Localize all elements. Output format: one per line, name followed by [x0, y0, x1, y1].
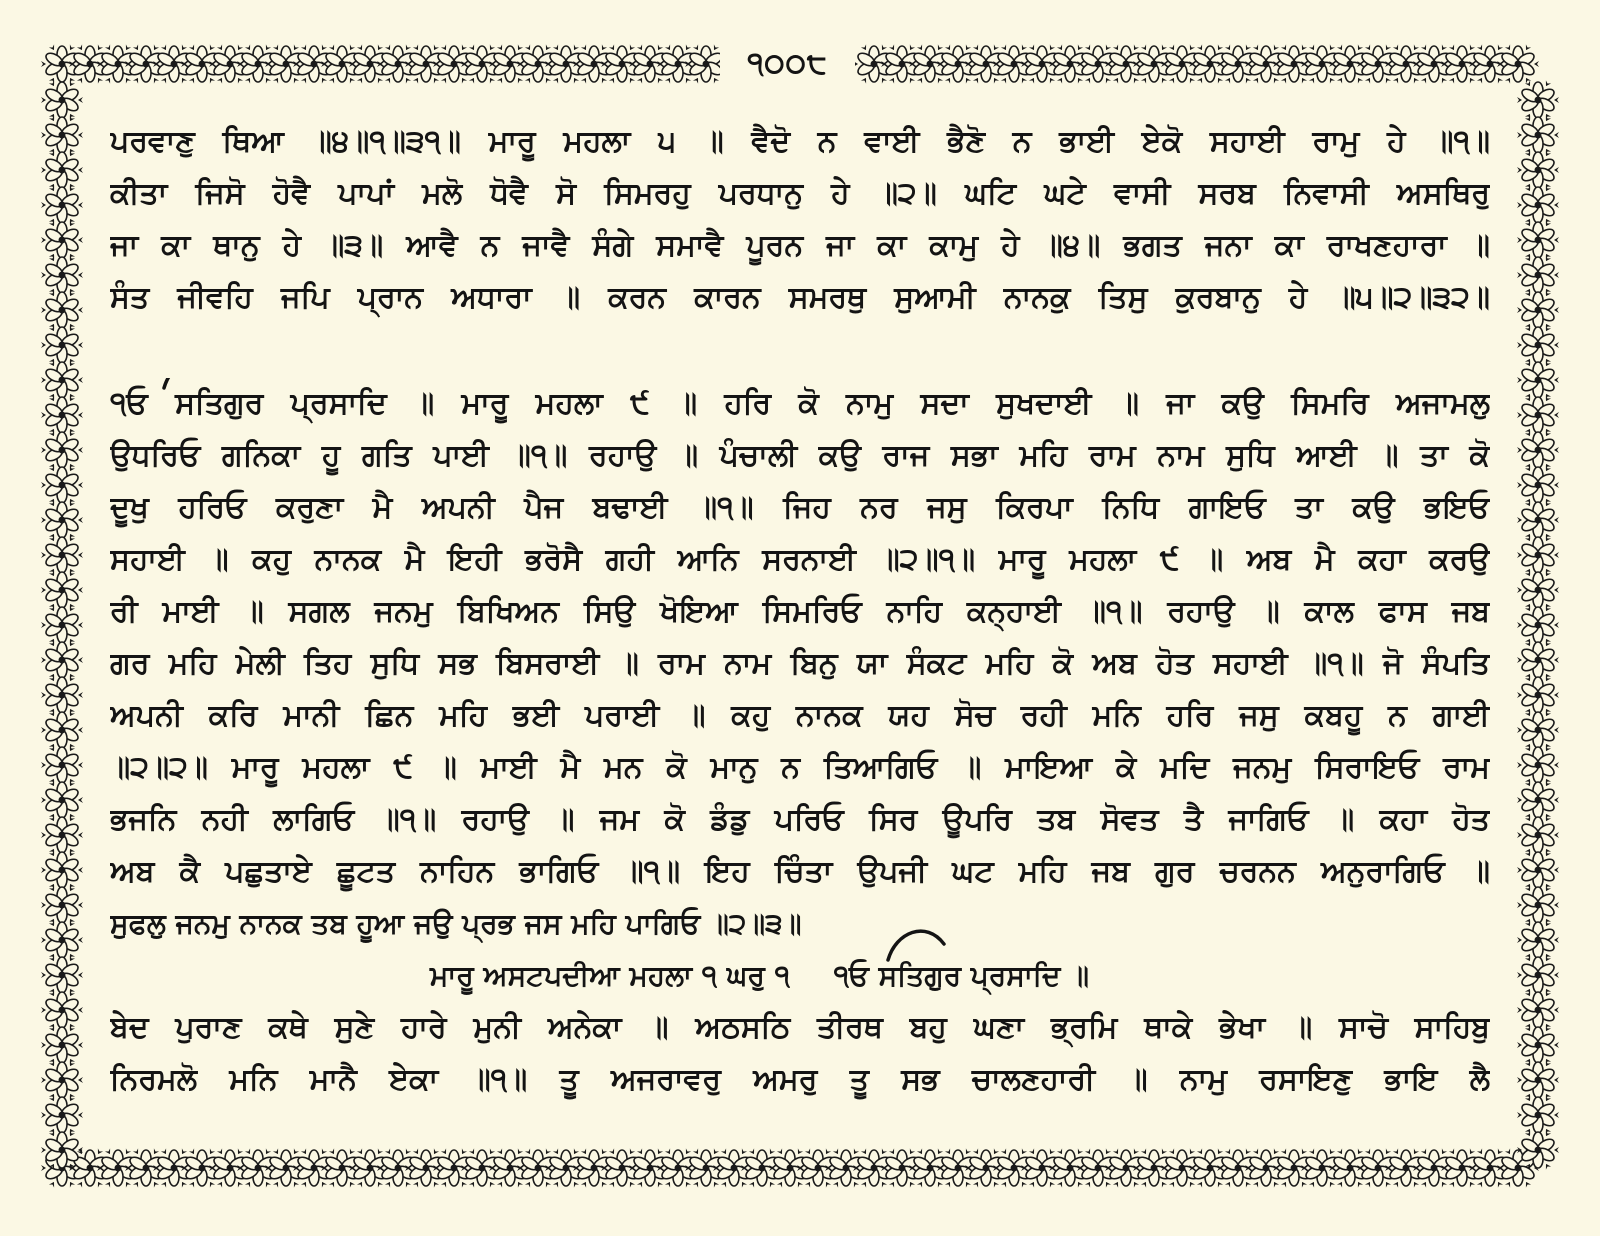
text-line-rest: ਸਤਿਗੁਰ ਪ੍ਰਸਾਦਿ ॥ ਮਾਰੂ ਮਹਲਾ ੯ ॥ ਹਰਿ ਕੋ ਨਾਮੁ ਸਦਾ ਸੁਖਦਾਈ ॥ ਜਾ ਕਉ ਸਿਮਰਿ ਅਜਾਮਲੁ	[175, 386, 1490, 421]
flower-ornament	[517, 44, 559, 83]
flower-ornament	[1517, 815, 1559, 854]
flower-ornament	[1273, 44, 1315, 83]
flower-ornament	[1357, 1148, 1399, 1187]
flower-ornament	[1301, 1148, 1343, 1187]
flower-ornament	[41, 1060, 83, 1099]
flower-ornament	[1217, 44, 1259, 83]
flower-ornament	[1217, 1148, 1259, 1187]
flower-ornament	[1021, 44, 1063, 83]
flower-ornament	[881, 1148, 923, 1187]
flower-ornament	[1273, 1148, 1315, 1187]
flower-ornament	[1517, 360, 1559, 399]
flower-ornament	[209, 44, 251, 83]
text-line: ਜਾ ਕਾ ਥਾਨੁ ਹੇ ॥੩॥ ਆਵੈ ਨ ਜਾਵੈ ਸੰਗੇ ਸਮਾਵੈ ਪੂਰਨ ਜਾ ਕਾ ਕਾਮੁ ਹੇ ॥੪॥ ਭਗਤ ਜਨਾ ਕਾ ਰਾਖਣਹਾਰਾ ॥	[110, 228, 1490, 263]
flower-ornament	[629, 1148, 671, 1187]
flower-ornament	[265, 44, 307, 83]
flower-ornament	[1413, 1148, 1455, 1187]
flower-ornament	[321, 44, 363, 83]
text-line: ਸੁਫਲੁ ਜਨਮੁ ਨਾਨਕ ਤਬ ਹੂਆ ਜਉ ਪ੍ਰਭ ਜਸ ਮਹਿ ਪਾਗਿਓ ॥੨॥੩॥	[110, 907, 802, 940]
flower-ornament	[405, 44, 447, 83]
flower-ornament	[377, 1148, 419, 1187]
flower-ornament	[1077, 1148, 1119, 1187]
flower-ornament	[41, 885, 83, 924]
ik-onkar-swirl	[886, 924, 948, 964]
flower-ornament	[181, 44, 223, 83]
flower-ornament	[1517, 605, 1559, 644]
scripture-text	[110, 116, 1490, 1106]
text-line: ਅਬ ਕੈ ਪਛੁਤਾਏ ਛੂਟਤ ਨਾਹਿਨ ਭਾਗਿਓ ॥੧॥ ਇਹ ਚਿੰਤਾ ਉਪਜੀ ਘਟ ਮਹਿ ਜਬ ਗੁਰ ਚਰਨਨ ਅਨੁਰਾਗਿਓ ॥	[110, 854, 1490, 889]
heading-raag: ਮਾਰੂ ਅਸਟਪਦੀਆ ਮਹਲਾ ੧ ਘਰੁ ੧	[430, 959, 790, 992]
ik-onkar-swirl	[162, 378, 224, 392]
flower-ornament	[41, 360, 83, 399]
flower-ornament	[377, 44, 419, 83]
text-line: ਕੀਤਾ ਜਿਸੋ ਹੋਵੈ ਪਾਪਾਂ ਮਲੋ ਧੋਵੈ ਸੋ ਸਿਮਰਹੁ ਪਰਧਾਨੁ ਹੇ ॥੨॥ ਘਟਿ ਘਟੇ ਵਾਸੀ ਸਰਬ ਨਿਵਾਸੀ ਅਸਥਿਰੁ	[110, 176, 1490, 211]
flower-ornament	[573, 44, 615, 83]
section-heading	[110, 950, 1490, 1002]
flower-ornament	[853, 44, 895, 83]
page-number: ੧੦੦੮	[720, 44, 855, 84]
flower-ornament	[1133, 44, 1175, 83]
flower-ornament	[41, 185, 83, 224]
text-line: ਬੇਦ ਪੁਰਾਣ ਕਥੇ ਸੁਣੇ ਹਾਰੇ ਮੁਨੀ ਅਨੇਕਾ ॥ ਅਠਸਠਿ ਤੀਰਥ ਬਹੁ ਘਣਾ ਭ੍ਰਮਿ ਥਾਕੇ ਭੇਖਾ ॥ ਸਾਚੋ ਸਾਹਿਬੁ	[110, 1010, 1490, 1045]
flower-ornament	[1517, 150, 1559, 189]
flower-ornament	[1517, 430, 1559, 469]
flower-ornament	[1133, 1148, 1175, 1187]
flower-ornament	[405, 1148, 447, 1187]
flower-ornament	[1517, 710, 1559, 749]
ik-onkar	[834, 950, 869, 1002]
flower-ornament	[41, 675, 83, 714]
flower-ornament	[1105, 44, 1147, 83]
flower-ornament	[1161, 44, 1203, 83]
flower-ornament	[1441, 1148, 1483, 1187]
flower-ornament	[601, 1148, 643, 1187]
flower-ornament	[293, 1148, 335, 1187]
text-line: ਗਰ ਮਹਿ ਮੇਲੀ ਤਿਹ ਸੁਧਿ ਸਭ ਬਿਸਰਾਈ ॥ ਰਾਮ ਨਾਮ ਬਿਨੁ ਯਾ ਸੰਕਟ ਮਹਿ ਕੋ ਅਬ ਹੋਤ ਸਹਾਈ ॥੧॥ ਜੋ ਸੰਪਤਿ	[110, 646, 1490, 681]
flower-ornament	[1517, 990, 1559, 1029]
flower-ornament	[41, 80, 83, 119]
flower-ornament	[153, 1148, 195, 1187]
flower-ornament	[797, 1148, 839, 1187]
flower-ornament	[853, 1148, 895, 1187]
flower-ornament	[41, 815, 83, 854]
flower-ornament	[41, 255, 83, 294]
flower-ornament	[489, 44, 531, 83]
flower-ornament	[1517, 220, 1559, 259]
flower-ornament	[41, 535, 83, 574]
flower-ornament	[1189, 44, 1231, 83]
heading-mangal: ਸਤਿਗੁਰ ਪ੍ਰਸਾਦਿ ॥	[878, 959, 1090, 992]
flower-ornament	[993, 1148, 1035, 1187]
flower-ornament	[433, 1148, 475, 1187]
flower-ornament	[237, 1148, 279, 1187]
flower-ornament	[1517, 1025, 1559, 1064]
flower-ornament	[629, 44, 671, 83]
flower-ornament	[1517, 115, 1559, 154]
flower-ornament	[1517, 535, 1559, 574]
flower-ornament	[125, 44, 167, 83]
flower-ornament	[881, 44, 923, 83]
text-line: ਭਜਨਿ ਨਹੀ ਲਾਗਿਓ ॥੧॥ ਰਹਾਉ ॥ ਜਮ ਕੋ ਡੰਡੁ ਪਰਿਓ ਸਿਰ ਊਪਰਿ ਤਬ ਸੋਵਤ ਤੈ ਜਾਗਿਓ ॥ ਕਹਾ ਹੋਤ	[110, 802, 1490, 837]
flower-ornament	[1049, 44, 1091, 83]
ik-onkar	[110, 378, 148, 430]
flower-ornament	[993, 44, 1035, 83]
text-line: ਸਹਾਈ ॥ ਕਹੁ ਨਾਨਕ ਮੈ ਇਹੀ ਭਰੋਸੈ ਗਹੀ ਆਨਿ ਸਰਨਾਈ ॥੨॥੧॥ ਮਾਰੂ ਮਹਲਾ ੯ ॥ ਅਬ ਮੈ ਕਹਾ ਕਰਉ	[110, 542, 1490, 577]
flower-ornament	[1329, 44, 1371, 83]
flower-ornament	[769, 1148, 811, 1187]
flower-ornament	[545, 44, 587, 83]
text-line-mool	[110, 378, 1490, 430]
flower-ornament	[1357, 44, 1399, 83]
flower-ornament	[1517, 185, 1559, 224]
flower-ornament	[293, 44, 335, 83]
flower-ornament	[573, 1148, 615, 1187]
flower-ornament	[1329, 1148, 1371, 1187]
flower-ornament	[349, 1148, 391, 1187]
flower-ornament	[41, 570, 83, 609]
flower-ornament	[1413, 44, 1455, 83]
flower-ornament	[657, 1148, 699, 1187]
flower-ornament	[41, 955, 83, 994]
flower-ornament	[937, 1148, 979, 1187]
flower-ornament	[1517, 255, 1559, 294]
text-line: ਦੂਖੁ ਹਰਿਓ ਕਰੁਣਾ ਮੈ ਅਪਨੀ ਪੈਜ ਬਢਾਈ ॥੧॥ ਜਿਹ ਨਰ ਜਸੁ ਕਿਰਪਾ ਨਿਧਿ ਗਾਇਓ ਤਾ ਕਉ ਭਇਓ	[110, 490, 1490, 525]
flower-ornament	[237, 44, 279, 83]
flower-ornament	[1189, 1148, 1231, 1187]
flower-ornament	[461, 1148, 503, 1187]
flower-ornament	[1077, 44, 1119, 83]
flower-ornament	[1517, 1095, 1559, 1134]
text-line: ਉਧਰਿਓ ਗਨਿਕਾ ਹੂ ਗਤਿ ਪਾਈ ॥੧॥ ਰਹਾਉ ॥ ਪੰਚਾਲੀ ਕਉ ਰਾਜ ਸਭਾ ਮਹਿ ਰਾਮ ਨਾਮ ਸੁਧਿ ਆਈ ॥ ਤਾ ਕੋ	[110, 438, 1490, 473]
ik-onkar-glyph: ੧ਓ	[110, 386, 148, 421]
flower-ornament	[909, 1148, 951, 1187]
flower-ornament	[97, 44, 139, 83]
flower-ornament	[1021, 1148, 1063, 1187]
flower-ornament	[1469, 44, 1511, 83]
ik-onkar-glyph: ੧ਓ	[833, 959, 869, 992]
flower-ornament	[125, 1148, 167, 1187]
flower-ornament	[41, 640, 83, 679]
flower-ornament	[1517, 80, 1559, 119]
flower-ornament	[41, 44, 83, 83]
text-line: ਅਪਨੀ ਕਰਿ ਮਾਨੀ ਛਿਨ ਮਹਿ ਭਈ ਪਰਾਈ ॥ ਕਹੁ ਨਾਨਕ ਯਹ ਸੋਚ ਰਹੀ ਮਨਿ ਹਰਿ ਜਸੁ ਕਬਹੂ ਨ ਗਾਈ	[110, 698, 1490, 733]
flower-ornament	[1517, 955, 1559, 994]
flower-ornament	[97, 1148, 139, 1187]
flower-ornament	[1517, 920, 1559, 959]
flower-ornament	[41, 325, 83, 364]
flower-ornament	[41, 395, 83, 434]
flower-ornament	[41, 1025, 83, 1064]
flower-ornament	[41, 710, 83, 749]
flower-ornament	[1105, 1148, 1147, 1187]
flower-ornament	[41, 745, 83, 784]
flower-ornament	[41, 465, 83, 504]
flower-ornament	[209, 1148, 251, 1187]
flower-ornament	[41, 115, 83, 154]
flower-ornament	[489, 1148, 531, 1187]
flower-ornament	[1517, 570, 1559, 609]
flower-ornament	[965, 44, 1007, 83]
flower-ornament	[1301, 44, 1343, 83]
flower-ornament	[1049, 1148, 1091, 1187]
flower-ornament	[433, 44, 475, 83]
text-line: ॥੨॥੨॥ ਮਾਰੂ ਮਹਲਾ ੯ ॥ ਮਾਈ ਮੈ ਮਨ ਕੋ ਮਾਨੁ ਨ ਤਿਆਗਿਓ ॥ ਮਾਇਆ ਕੇ ਮਦਿ ਜਨਮੁ ਸਿਰਾਇਓ ਰਾਮ	[110, 750, 1490, 785]
flower-ornament	[1385, 1148, 1427, 1187]
flower-ornament	[41, 500, 83, 539]
flower-ornament	[321, 1148, 363, 1187]
flower-ornament	[741, 1148, 783, 1187]
flower-ornament	[601, 44, 643, 83]
flower-ornament	[41, 780, 83, 819]
flower-ornament	[41, 1095, 83, 1134]
flower-ornament	[545, 1148, 587, 1187]
flower-ornament	[825, 1148, 867, 1187]
flower-ornament	[1497, 44, 1539, 83]
flower-ornament	[41, 990, 83, 1029]
flower-ornament	[1385, 44, 1427, 83]
flower-ornament	[1517, 885, 1559, 924]
flower-ornament	[1245, 44, 1287, 83]
flower-ornament	[909, 44, 951, 83]
flower-ornament	[1517, 395, 1559, 434]
flower-ornament	[713, 1148, 755, 1187]
flower-ornament	[41, 430, 83, 469]
text-line: ਪਰਵਾਣੁ ਥਿਆ ॥੪॥੧॥੩੧॥ ਮਾਰੂ ਮਹਲਾ ੫ ॥ ਵੈਦੋ ਨ ਵਾਈ ਭੈਣੋ ਨ ਭਾਈ ਏਕੋ ਸਹਾਈ ਰਾਮੁ ਹੇ ॥੧॥	[110, 124, 1490, 159]
flower-ornament	[1161, 1148, 1203, 1187]
flower-ornament	[965, 1148, 1007, 1187]
flower-ornament	[1517, 465, 1559, 504]
flower-ornament	[937, 44, 979, 83]
flower-ornament	[461, 44, 503, 83]
flower-ornament	[1517, 1060, 1559, 1099]
flower-ornament	[1517, 290, 1559, 329]
flower-ornament	[349, 44, 391, 83]
flower-ornament	[517, 1148, 559, 1187]
flower-ornament	[1517, 850, 1559, 889]
section-gap	[110, 324, 1490, 378]
flower-ornament	[41, 290, 83, 329]
flower-ornament	[153, 44, 195, 83]
flower-ornament	[1517, 325, 1559, 364]
flower-ornament	[265, 1148, 307, 1187]
flower-ornament	[657, 44, 699, 83]
text-line: ਸੰਤ ਜੀਵਹਿ ਜਪਿ ਪ੍ਰਾਨ ਅਧਾਰਾ ॥ ਕਰਨ ਕਾਰਨ ਸਮਰਥੁ ਸੁਆਮੀ ਨਾਨਕੁ ਤਿਸੁ ਕੁਰਬਾਨੁ ਹੇ ॥੫॥੨॥੩੨॥	[110, 280, 1490, 315]
flower-ornament	[1517, 640, 1559, 679]
flower-ornament	[1517, 745, 1559, 784]
flower-ornament	[1517, 675, 1559, 714]
flower-ornament	[1441, 44, 1483, 83]
flower-ornament	[181, 1148, 223, 1187]
flower-ornament	[1517, 780, 1559, 819]
flower-ornament	[41, 920, 83, 959]
flower-ornament	[1517, 500, 1559, 539]
flower-ornament	[1469, 1148, 1511, 1187]
flower-ornament	[685, 1148, 727, 1187]
flower-ornament	[41, 605, 83, 644]
text-line: ਰੀ ਮਾਈ ॥ ਸਗਲ ਜਨਮੁ ਬਿਖਿਅਨ ਸਿਉ ਖੋਇਆ ਸਿਮਰਿਓ ਨਾਹਿ ਕਨ੍ਹਾਈ ॥੧॥ ਰਹਾਉ ॥ ਕਾਲ ਫਾਸ ਜਬ	[110, 594, 1490, 629]
text-line: ਨਿਰਮਲੋ ਮਨਿ ਮਾਨੈ ਏਕਾ ॥੧॥ ਤੂ ਅਜਰਾਵਰੁ ਅਮਰੁ ਤੂ ਸਭ ਚਾਲਣਹਾਰੀ ॥ ਨਾਮੁ ਰਸਾਇਣੁ ਭਾਇ ਲੈ	[110, 1062, 1490, 1097]
flower-ornament	[1245, 1148, 1287, 1187]
flower-ornament	[41, 150, 83, 189]
flower-ornament	[41, 220, 83, 259]
flower-ornament	[41, 850, 83, 889]
flower-ornament	[69, 44, 111, 83]
